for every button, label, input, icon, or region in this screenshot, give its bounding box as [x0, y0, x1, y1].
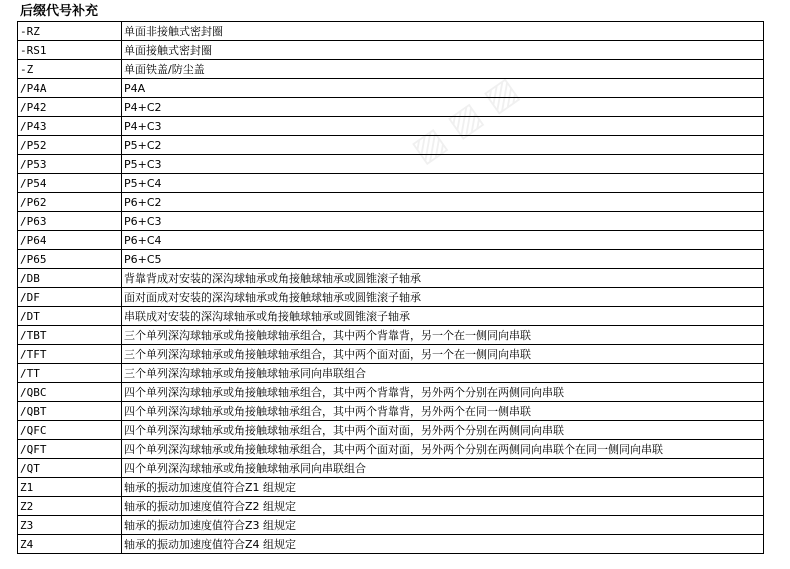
suffix-description-cell: 四个单列深沟球轴承或角接触球轴承组合，其中两个背靠背，另外两个在同一侧串联	[122, 402, 764, 421]
suffix-code-cell: -RS1	[18, 41, 122, 60]
suffix-code-cell: /P4A	[18, 79, 122, 98]
suffix-description-cell: P6+C5	[122, 250, 764, 269]
suffix-code-cell: /P52	[18, 136, 122, 155]
table-row	[18, 535, 764, 554]
suffix-code-cell: /TFT	[18, 345, 122, 364]
suffix-description-cell: 轴承的振动加速度值符合Z3 组规定	[122, 516, 764, 535]
suffix-code-cell: /QBC	[18, 383, 122, 402]
suffix-code-cell: /QFC	[18, 421, 122, 440]
suffix-code-cell: /QBT	[18, 402, 122, 421]
table-row	[18, 440, 764, 459]
suffix-code-cell: /QFT	[18, 440, 122, 459]
suffix-description-cell: P5+C4	[122, 174, 764, 193]
page-title: 后缀代号补充	[20, 4, 99, 19]
suffix-code-cell: /P62	[18, 193, 122, 212]
suffix-code-cell: /P65	[18, 250, 122, 269]
suffix-description-cell: 轴承的振动加速度值符合Z4 组规定	[122, 535, 764, 554]
suffix-code-table	[17, 21, 764, 554]
suffix-code-cell: /DF	[18, 288, 122, 307]
suffix-description-cell: 单面接触式密封圈	[122, 41, 764, 60]
suffix-code-cell: /P43	[18, 117, 122, 136]
suffix-code-cell: -Z	[18, 60, 122, 79]
suffix-description-cell: P5+C3	[122, 155, 764, 174]
suffix-code-cell: -RZ	[18, 22, 122, 41]
suffix-description-cell: 背靠背成对安装的深沟球轴承或角接触球轴承或圆锥滚子轴承	[122, 269, 764, 288]
table-row	[18, 383, 764, 402]
suffix-description-cell: P4A	[122, 79, 764, 98]
table-row	[18, 117, 764, 136]
suffix-description-cell: P6+C2	[122, 193, 764, 212]
table-row	[18, 155, 764, 174]
suffix-description-cell: 串联成对安装的深沟球轴承或角接触球轴承或圆锥滚子轴承	[122, 307, 764, 326]
table-row	[18, 269, 764, 288]
watermark-logo: ▨ ▨ ▨	[404, 69, 526, 171]
suffix-code-cell: /TBT	[18, 326, 122, 345]
suffix-description-cell: 三个单列深沟球轴承或角接触球轴承组合，其中两个背靠背，另一个在一侧同向串联	[122, 326, 764, 345]
table-row	[18, 98, 764, 117]
suffix-code-cell: /P53	[18, 155, 122, 174]
suffix-code-cell: /DT	[18, 307, 122, 326]
suffix-code-cell: /P54	[18, 174, 122, 193]
table-row	[18, 212, 764, 231]
suffix-description-cell: 四个单列深沟球轴承或角接触球轴承同向串联组合	[122, 459, 764, 478]
suffix-description-cell: 轴承的振动加速度值符合Z2 组规定	[122, 497, 764, 516]
suffix-description-cell: 轴承的振动加速度值符合Z1 组规定	[122, 478, 764, 497]
table-row	[18, 288, 764, 307]
table-row	[18, 307, 764, 326]
table-row	[18, 136, 764, 155]
suffix-code-cell: /P64	[18, 231, 122, 250]
table-row	[18, 402, 764, 421]
suffix-description-cell: 四个单列深沟球轴承或角接触球轴承组合，其中两个背靠背，另外两个分别在两侧同向串联	[122, 383, 764, 402]
table-row	[18, 60, 764, 79]
suffix-code-cell: Z2	[18, 497, 122, 516]
suffix-description-cell: 四个单列深沟球轴承或角接触球轴承组合，其中两个面对面，另外两个分别在两侧同向串联个在同一侧同向串联	[122, 440, 764, 459]
suffix-description-cell: P4+C2	[122, 98, 764, 117]
table-row	[18, 41, 764, 60]
table-row	[18, 516, 764, 535]
suffix-description-cell: P4+C3	[122, 117, 764, 136]
table-row	[18, 193, 764, 212]
suffix-code-cell: /P42	[18, 98, 122, 117]
table-row	[18, 79, 764, 98]
suffix-code-cell: Z4	[18, 535, 122, 554]
suffix-description-cell: P6+C4	[122, 231, 764, 250]
suffix-code-cell: /QT	[18, 459, 122, 478]
suffix-description-cell: P5+C2	[122, 136, 764, 155]
suffix-code-cell: Z3	[18, 516, 122, 535]
table-row	[18, 421, 764, 440]
table-row	[18, 231, 764, 250]
suffix-description-cell: P6+C3	[122, 212, 764, 231]
table-row	[18, 326, 764, 345]
suffix-code-cell: /TT	[18, 364, 122, 383]
suffix-code-cell: Z1	[18, 478, 122, 497]
suffix-description-cell: 面对面成对安装的深沟球轴承或角接触球轴承或圆锥滚子轴承	[122, 288, 764, 307]
table-row	[18, 478, 764, 497]
table-row	[18, 250, 764, 269]
suffix-description-cell: 单面铁盖/防尘盖	[122, 60, 764, 79]
table-row	[18, 497, 764, 516]
suffix-description-cell: 四个单列深沟球轴承或角接触球轴承组合，其中两个面对面，另外两个分别在两侧同向串联	[122, 421, 764, 440]
suffix-code-cell: /P63	[18, 212, 122, 231]
suffix-description-cell: 三个单列深沟球轴承或角接触球轴承组合，其中两个面对面，另一个在一侧同向串联	[122, 345, 764, 364]
table-row	[18, 364, 764, 383]
suffix-code-cell: /DB	[18, 269, 122, 288]
suffix-description-cell: 单面非接触式密封圈	[122, 22, 764, 41]
table-row	[18, 22, 764, 41]
table-row	[18, 345, 764, 364]
table-row	[18, 459, 764, 478]
suffix-description-cell: 三个单列深沟球轴承或角接触球轴承同向串联组合	[122, 364, 764, 383]
table-row	[18, 174, 764, 193]
